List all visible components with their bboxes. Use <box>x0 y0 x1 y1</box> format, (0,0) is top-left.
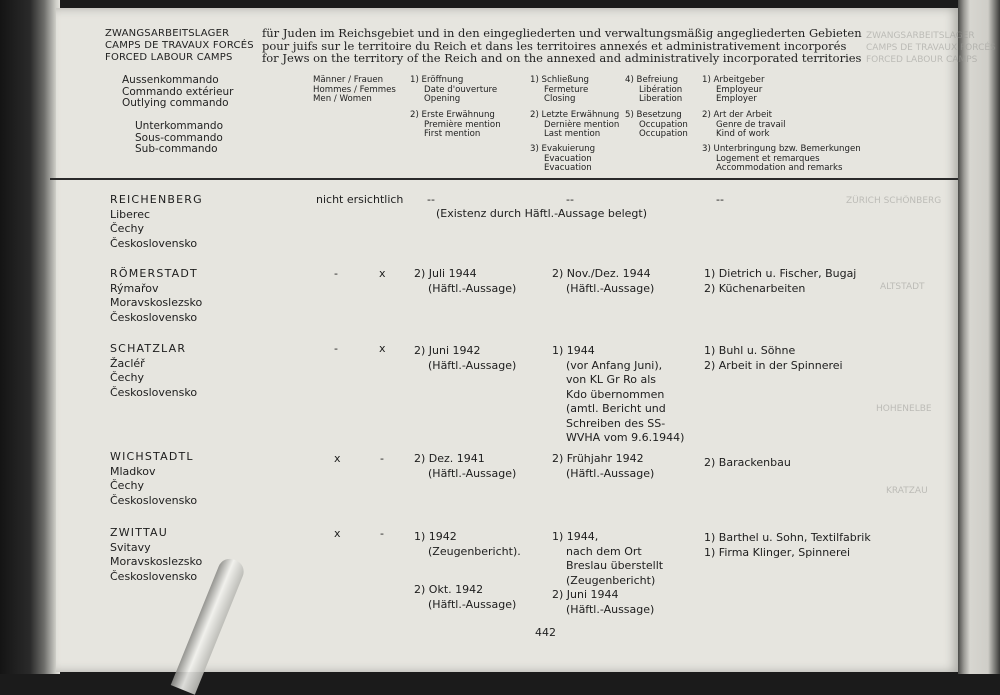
legend-gender-en: Men / Women <box>313 94 372 105</box>
place-name-de: WICHSTADTL <box>110 450 194 463</box>
legend-gender-fr: Hommes / Femmes <box>313 84 396 95</box>
place-name-local: Liberec <box>110 207 151 221</box>
legend-kind-of-work-de: 2) Art der Arbeit <box>702 110 772 120</box>
entry-roemerstadt-col3 <box>704 267 856 296</box>
intro-en: for Jews on the territory of the Reich and on the annexed and administratively incorporated territories <box>262 51 862 65</box>
legend-last-mention-en: Last mention <box>544 129 601 140</box>
bleed-through-line: HOHENELBE <box>876 404 932 414</box>
subcommando-en: Sub-commando <box>135 143 218 156</box>
legend-occupation-de: 5) Besetzung <box>625 110 682 120</box>
entry-reichenberg-col2 <box>566 193 574 208</box>
bleed-through-titles <box>866 30 996 66</box>
entry-roemerstadt-col2 <box>552 267 654 296</box>
header-divider <box>50 178 958 180</box>
legend-closing-de: 1) Schließung <box>530 75 590 85</box>
subcommando-labels <box>135 121 223 156</box>
entry-roemerstadt-men <box>334 267 338 282</box>
legend-accommodation <box>702 145 861 174</box>
entry-roemerstadt-women <box>379 267 386 282</box>
work-value: 2) Küchenarbeiten <box>704 281 806 295</box>
camp-type-titles <box>105 28 254 64</box>
legend-last-mention-fr: Dernière mention <box>544 119 620 130</box>
legend-closing <box>530 76 589 105</box>
source-value: (Zeugenbericht). <box>428 544 521 558</box>
detail-line: (amtl. Bericht und <box>566 402 666 415</box>
place-name-local: Rýmařov <box>110 281 159 295</box>
place-name-local: Svitavy <box>110 540 151 554</box>
employer-value: -- <box>716 193 724 206</box>
detail-line: Breslau überstellt <box>566 559 664 572</box>
employer-value: 1) Firma Klinger, Spinnerei <box>704 545 851 559</box>
entry-wichstadtl-col1 <box>414 452 516 481</box>
detail-line: nach dem Ort <box>566 544 642 558</box>
legend-accommodation-de: 3) Unterbringung bzw. Bemerkungen <box>702 144 861 154</box>
legend-occupation-fr: Occupation <box>639 119 688 130</box>
date-value: 1) 1942 <box>414 530 457 543</box>
commando-en: Outlying commando <box>122 97 229 110</box>
legend-first-mention-fr: Première mention <box>424 119 501 130</box>
bleed-through-line: KRATZAU <box>886 486 928 496</box>
legend-employer-fr: Employeur <box>716 84 763 95</box>
subcommando-fr: Sous-commando <box>135 131 223 144</box>
employer-value: 1) Dietrich u. Fischer, Bugaj <box>704 267 857 280</box>
entry-wichstadtl-place <box>110 450 197 508</box>
date-value: 2) Nov./Dez. 1944 <box>552 267 651 280</box>
intro-text <box>262 27 862 65</box>
entry-roemerstadt-col1 <box>414 267 516 296</box>
source-value: (Häftl.-Aussage) <box>428 281 517 295</box>
women-value: - <box>380 527 384 540</box>
entry-wichstadtl-women <box>380 452 384 467</box>
date-value: 2) Juli 1944 <box>414 267 477 280</box>
entry-zwittau-col3 <box>704 531 871 560</box>
title-de: ZWANGSARBEITSLAGER <box>105 28 230 39</box>
legend-accommodation-fr: Logement et remarques <box>716 153 820 164</box>
place-region: Čechy <box>110 479 144 492</box>
page-number: 442 <box>535 626 556 639</box>
note-value: (Existenz durch Häftl.-Aussage belegt) <box>436 207 648 220</box>
intro-de: für Juden im Reichsgebiet und in den eingegliederten und verwaltungsmäßig angegliederten Gebieten <box>262 26 862 40</box>
date-value: 1) 1944, <box>552 530 599 543</box>
date-value: 2) Frühjahr 1942 <box>552 452 644 465</box>
date-value: 2) Okt. 1942 <box>414 583 484 596</box>
place-name-local: Mladkov <box>110 464 156 478</box>
entry-schatzlar-women <box>379 342 386 357</box>
book-edge-right <box>958 0 1000 674</box>
legend-first-mention-en: First mention <box>424 129 481 140</box>
entry-zwittau-col2 <box>552 530 663 617</box>
entry-schatzlar-men <box>334 342 338 357</box>
place-country: Československo <box>110 493 198 507</box>
date-value: -- <box>566 193 574 206</box>
date-value: 2) Juni 1944 <box>552 588 619 601</box>
employer-value: 1) Buhl u. Söhne <box>704 344 796 357</box>
entry-schatzlar-col1 <box>414 344 516 373</box>
place-name-de: REICHENBERG <box>110 193 203 206</box>
men-value: x <box>334 527 341 540</box>
source-value: (Häftl.-Aussage) <box>566 466 655 480</box>
legend-occupation <box>625 111 688 140</box>
place-country: Československo <box>110 310 198 324</box>
entry-schatzlar-col2 <box>552 344 684 446</box>
date-value: 2) Dez. 1941 <box>414 452 485 465</box>
legend-employer-de: 1) Arbeitgeber <box>702 75 765 85</box>
men-value: - <box>334 267 338 280</box>
detail-line: (vor Anfang Juni), <box>566 358 663 372</box>
entry-reichenberg-note <box>436 207 647 222</box>
entry-schatzlar-place <box>110 342 197 400</box>
place-name-local: Žacléř <box>110 356 145 370</box>
title-en: FORCED LABOUR CAMPS <box>105 52 233 63</box>
detail-line: Kdo übernommen <box>566 387 665 401</box>
work-value: 2) Arbeit in der Spinnerei <box>704 358 843 372</box>
legend-evacuation <box>530 145 595 174</box>
legend-kind-of-work-fr: Genre de travail <box>716 119 786 130</box>
work-value: 2) Barackenbau <box>704 456 791 469</box>
place-region: Moravskoslezsko <box>110 555 203 568</box>
source-value: (Häftl.-Aussage) <box>428 358 517 372</box>
legend-first-mention-de: 2) Erste Erwähnung <box>410 110 495 120</box>
entry-reichenberg-place <box>110 193 203 251</box>
detail-line: Schreiben des SS- <box>566 416 666 430</box>
detail-line: WVHA vom 9.6.1944) <box>566 431 685 444</box>
gender-value: nicht ersichtlich <box>316 193 404 206</box>
men-value: x <box>334 452 341 465</box>
source-value: (Zeugenbericht) <box>566 573 656 587</box>
bleed-line: ZWANGSARBEITSLAGER <box>866 31 975 41</box>
legend-last-mention <box>530 111 619 140</box>
legend-liberation <box>625 76 682 105</box>
source-value: (Häftl.-Aussage) <box>566 281 655 295</box>
legend-opening-en: Opening <box>424 94 461 105</box>
entry-zwittau-col1 <box>414 530 521 559</box>
legend-employer-en: Employer <box>716 94 757 105</box>
entry-reichenberg-col3 <box>716 193 724 208</box>
legend-kind-of-work-en: Kind of work <box>716 129 770 140</box>
commando-de: Aussenkommando <box>122 74 219 86</box>
legend-occupation-en: Occupation <box>639 129 688 140</box>
place-name-de: SCHATZLAR <box>110 342 187 355</box>
legend-closing-en: Closing <box>544 94 576 105</box>
women-value: x <box>379 342 386 355</box>
bleed-line: FORCED LABOUR CAMPS <box>866 55 978 65</box>
entry-schatzlar-col3 <box>704 344 843 373</box>
legend-evacuation-en: Evacuation <box>544 163 592 174</box>
source-value: (Häftl.-Aussage) <box>566 602 655 616</box>
entry-wichstadtl-col3 <box>704 456 791 471</box>
place-name-de: RÖMERSTADT <box>110 267 198 280</box>
date-value: 2) Juni 1942 <box>414 344 481 357</box>
source-value: (Häftl.-Aussage) <box>428 597 517 611</box>
entry-zwittau-place <box>110 526 202 584</box>
entry-roemerstadt-place <box>110 267 202 325</box>
commando-labels <box>122 75 233 110</box>
entry-reichenberg-gender <box>316 193 403 208</box>
entry-zwittau-men <box>334 527 341 542</box>
entry-reichenberg-col1 <box>427 193 435 208</box>
entry-wichstadtl-men <box>334 452 341 467</box>
legend-closing-fr: Fermeture <box>544 84 589 95</box>
legend-evacuation-de: 3) Evakuierung <box>530 144 596 154</box>
place-country: Československo <box>110 385 198 399</box>
place-country: Československo <box>110 569 198 583</box>
date-value: -- <box>427 193 435 206</box>
employer-value: 1) Barthel u. Sohn, Textilfabrik <box>704 531 871 544</box>
legend-employer <box>702 76 764 105</box>
legend-opening <box>410 76 497 105</box>
bleed-through-line: ALTSTADT <box>880 282 925 292</box>
source-value: (Häftl.-Aussage) <box>428 466 517 480</box>
place-region: Moravskoslezsko <box>110 296 203 309</box>
women-value: - <box>380 452 384 465</box>
legend-gender <box>313 76 396 105</box>
legend-liberation-en: Liberation <box>639 94 683 105</box>
legend-first-mention <box>410 111 501 140</box>
bleed-line: CAMPS DE TRAVAUX FORCÉS <box>866 43 996 53</box>
date-value: 1) 1944 <box>552 344 595 357</box>
place-region: Čechy <box>110 222 144 235</box>
bleed-through-line: ZÜRICH SCHÖNBERG <box>846 196 942 206</box>
entry-zwittau-women <box>380 527 384 542</box>
men-value: - <box>334 342 338 355</box>
legend-opening-fr: Date d'ouverture <box>424 84 498 95</box>
legend-opening-de: 1) Eröffnung <box>410 75 464 85</box>
legend-accommodation-en: Accommodation and remarks <box>716 163 843 174</box>
entry-zwittau-col1b <box>414 583 516 612</box>
intro-fr: pour juifs sur le territoire du Reich et dans les territoires annexés et administrativement incorporés <box>262 38 847 53</box>
legend-last-mention-de: 2) Letzte Erwähnung <box>530 110 620 120</box>
legend-liberation-de: 4) Befreiung <box>625 75 679 85</box>
book-edge-left <box>0 0 60 674</box>
place-region: Čechy <box>110 371 144 384</box>
detail-line: von KL Gr Ro als <box>566 373 656 386</box>
women-value: x <box>379 267 386 280</box>
entry-wichstadtl-col2 <box>552 452 654 481</box>
legend-evacuation-fr: Evacuation <box>544 153 592 164</box>
subcommando-de: Unterkommando <box>135 120 223 132</box>
commando-fr: Commando extérieur <box>122 85 234 98</box>
title-fr: CAMPS DE TRAVAUX FORCÉS <box>105 40 254 51</box>
legend-liberation-fr: Libération <box>639 84 683 95</box>
legend-gender-de: Männer / Frauen <box>313 75 384 85</box>
place-name-de: ZWITTAU <box>110 526 169 539</box>
legend-kind-of-work <box>702 111 786 140</box>
place-country: Československo <box>110 236 198 250</box>
